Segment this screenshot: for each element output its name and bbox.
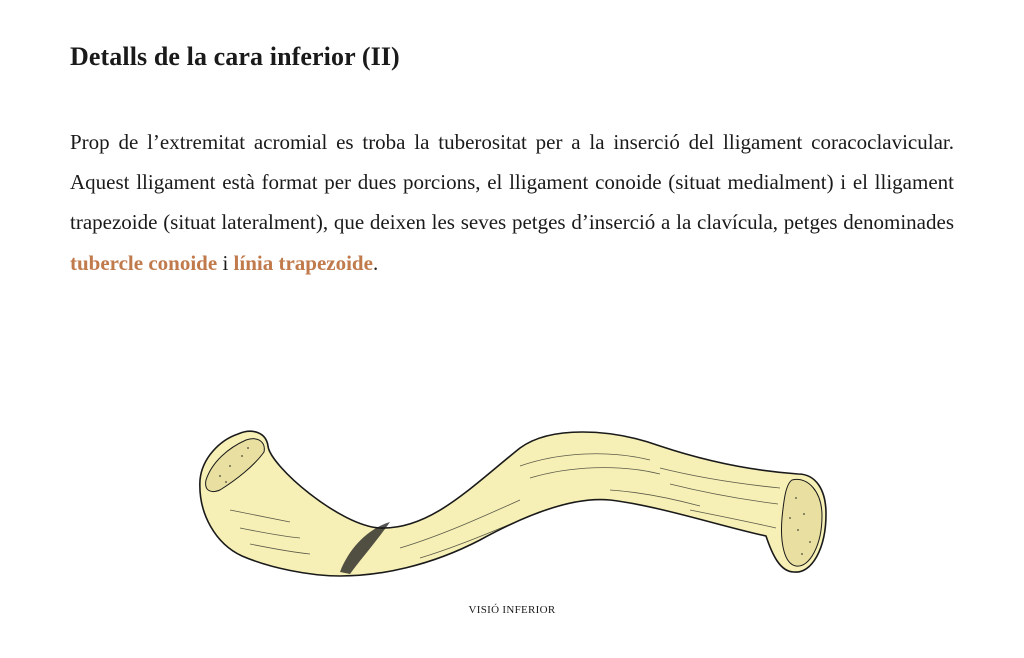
texture-dot (789, 517, 791, 519)
texture-dot (225, 481, 227, 483)
texture-dot (803, 513, 805, 515)
clavicle-bone-shape (200, 431, 826, 576)
page-title: Detalls de la cara inferior (II) (70, 42, 400, 71)
texture-dot (219, 475, 221, 477)
texture-dot (797, 529, 799, 531)
highlight-linia-trapezoide: línia trapezoide (233, 250, 373, 275)
figure-caption: VISIÓ INFERIOR (468, 604, 556, 616)
clavicle-illustration (190, 418, 834, 586)
texture-dot (229, 465, 231, 467)
body-paragraph (70, 122, 954, 283)
paragraph-text-before: Prop de l’extremitat acromial es troba la tuberositat per a la inserció del lligament coracoclavicular. Aquest lligament està format per dues porcions, el lligament conoide (situat medialment) i el lligament trapezoide (situat lateralment), que deixen les seves petges d’inserció a la clavícula, petges denominades (70, 130, 954, 235)
paragraph-text-middle: i (217, 250, 234, 275)
texture-dot (795, 497, 797, 499)
highlight-tubercle-conoide: tubercle conoide (70, 250, 218, 275)
texture-dot (809, 541, 811, 543)
texture-dot (241, 455, 243, 457)
texture-dot (247, 447, 249, 449)
texture-dot (801, 553, 803, 555)
paragraph-text-after: . (372, 250, 379, 275)
